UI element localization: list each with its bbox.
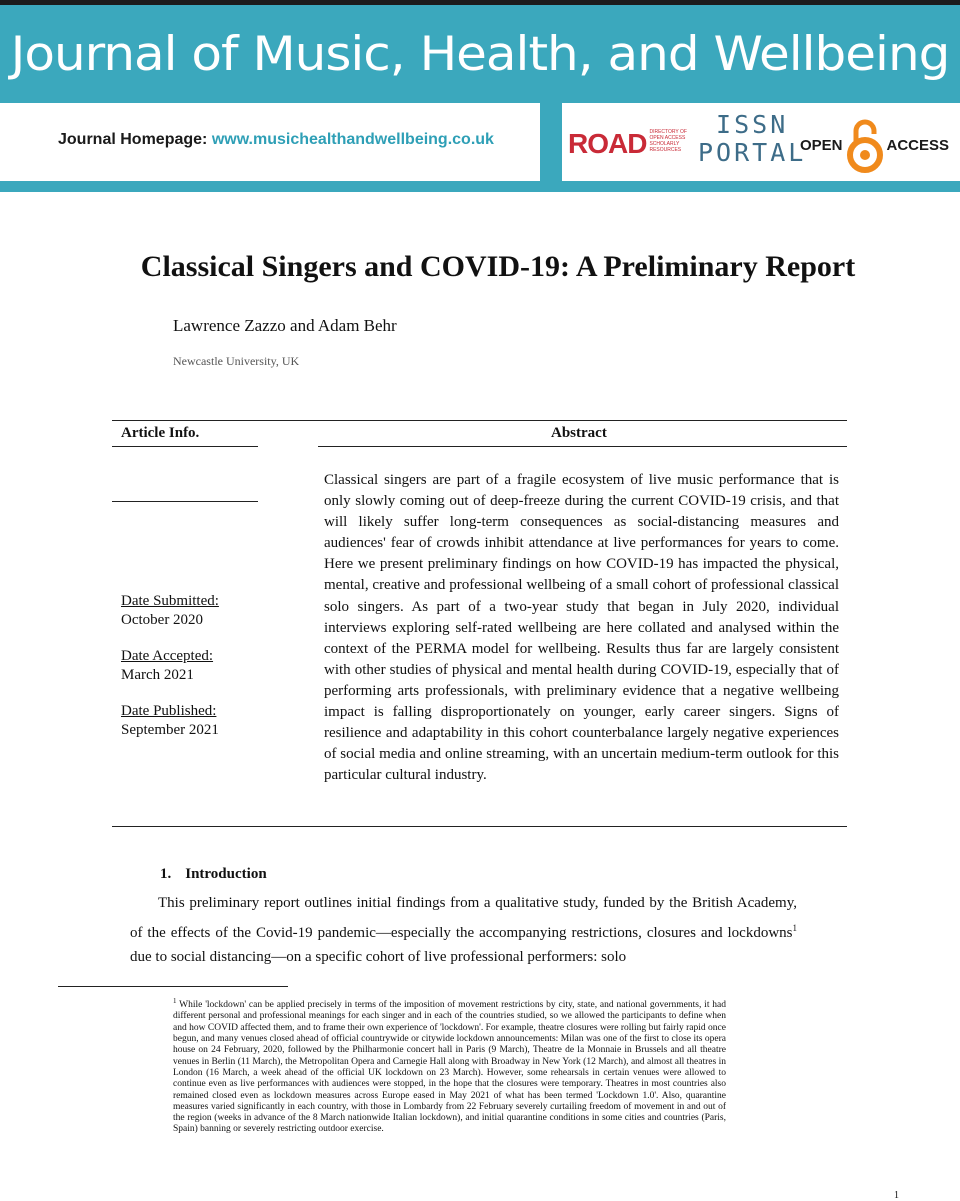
date-accepted	[121, 647, 219, 685]
bottom-rule	[112, 826, 847, 827]
journal-homepage	[58, 131, 494, 149]
journal-subheader	[0, 103, 960, 181]
issn-logo-line1: ISSN	[716, 110, 789, 139]
homepage-link[interactable]: www.musichealthandwellbeing.co.uk	[211, 131, 494, 148]
issn-logo-line2: PORTAL	[698, 138, 807, 167]
road-logo	[568, 129, 689, 159]
road-logo-text: ROAD	[568, 128, 647, 159]
section-title: Introduction	[185, 866, 267, 882]
article-authors: Lawrence Zazzo and Adam Behr	[173, 316, 397, 335]
introduction-heading	[160, 866, 267, 883]
date-value: September 2021	[121, 722, 219, 738]
top-rule	[112, 420, 847, 421]
open-access-right: ACCESS	[886, 136, 950, 154]
footnote-marker: 1	[173, 997, 177, 1005]
info-heading-rule	[112, 446, 258, 447]
footnote	[173, 996, 726, 1136]
abstract-heading: Abstract	[551, 425, 607, 441]
header-bottom-band	[0, 181, 960, 192]
intro-text-before: This preliminary report outlines initial findings from a qualitative study, funded by the British Academy, of the effects of the Covid-19 pandemic—especially the accompanying restrictions, closures and lockdowns	[130, 895, 797, 941]
subheader-divider	[540, 103, 562, 181]
article-dates	[121, 592, 219, 757]
footnote-separator	[58, 986, 288, 987]
journal-header-band	[0, 5, 960, 103]
open-access-left: OPEN	[800, 136, 843, 154]
footnote-text: While 'lockdown' can be applied precisely in terms of the imposition of movement restrictions by city, state, and national governments, it had different personal and professional meanings for each singer and in each of the countries studied, so we allowed the participants to define when and how COVID affected them, and to frame their own experience of 'lockdown'. For example, theatre closures were rolling but fairly rapid once begun, and many venues closed ahead of official countrywide or citywide lockdown announcements: Milan was one of the first to close its opera house on 24 February, 2020, followed by the Philharmonie concert hall in Paris (9 March), Theatre de la Monnaie in Brussels and all theatre venues in Berlin (11 March), the Metropolitan Opera and Carnegie Hall along with Broadway in New York (12 March), and almost all theatres in London (16 March, a week ahead of the official UK lockdown on 23 March). However, some rehearsals in certain venues were allowed to continue even as live performances with audiences were stopped, in the hope that the closures were temporary. Theatres in most countries also remained closed even as lockdown measures across Europe eased in May 2021 of what has been termed 'Lockdown 1.0'. Also, quarantine measures varied significantly in each country, with those in Lombardy from 22 February severely curtailing freedom of movement in and out of the region (weeks in advance of the 8 March nationwide Italian lockdown), and initial quarantine conditions in some cities and countries (Paris, Spain) banning or severely restricting outdoor exercise.	[173, 1000, 726, 1135]
footnote-reference[interactable]: 1	[792, 922, 797, 933]
date-label: Date Submitted:	[121, 593, 219, 609]
abstract-text: Classical singers are part of a fragile ecosystem of live music performance that is only slowly coming out of deep-freeze during the current COVID-19 crisis, and that will likely suffer long-term consequences as social-distancing measures and audiences' fear of crowds inhibit attendance at live performances for years to come. Here we present preliminary findings on how COVID-19 has impacted the physical, mental, creative and professional wellbeing of a small cohort of professional classical solo singers. As part of a two-year study that began in July 2020, individual interviews exploring self-rated wellbeing are here collated and analysed within the context of the PERMA model for wellbeing. Results thus far are largely consistent with other studies of physical and mental health during COVID-19, especially that of performing arts professionals, with preliminary evidence that a negative wellbeing impact is falling disproportionately on younger, early career singers. Signs of resilience and adaptability in this cohort counterbalance largely negative experiences of social media and online streaming, with an uncertain medium-term outlook for this particular cultural industry.	[324, 472, 839, 784]
introduction-paragraph	[130, 891, 797, 970]
journal-title: Journal of Music, Health, and Wellbeing	[10, 26, 950, 82]
date-label: Date Accepted:	[121, 648, 214, 664]
homepage-label: Journal Homepage:	[58, 131, 208, 148]
date-value: March 2021	[121, 667, 194, 683]
page-number: 1	[894, 1190, 899, 1201]
date-value: October 2020	[121, 612, 204, 628]
date-published	[121, 702, 219, 740]
abstract-heading-rule	[318, 446, 847, 447]
date-label: Date Published:	[121, 703, 217, 719]
issn-portal-logo	[698, 111, 806, 167]
article-affiliation: Newcastle University, UK	[173, 354, 300, 368]
intro-text-after: due to social distancing—on a specific cohort of live professional performers: solo	[130, 949, 627, 965]
article-info-heading: Article Info.	[121, 425, 200, 441]
open-access-lock-icon	[845, 117, 885, 173]
road-logo-subtitle: DIRECTORY OF OPEN ACCESS SCHOLARLY RESOURCES	[649, 129, 687, 153]
date-submitted	[121, 592, 219, 630]
section-number: 1.	[160, 866, 172, 882]
open-access-logo	[800, 117, 949, 173]
info-divider-rule	[112, 501, 258, 502]
article-title: Classical Singers and COVID-19: A Preliminary Report	[140, 250, 856, 283]
